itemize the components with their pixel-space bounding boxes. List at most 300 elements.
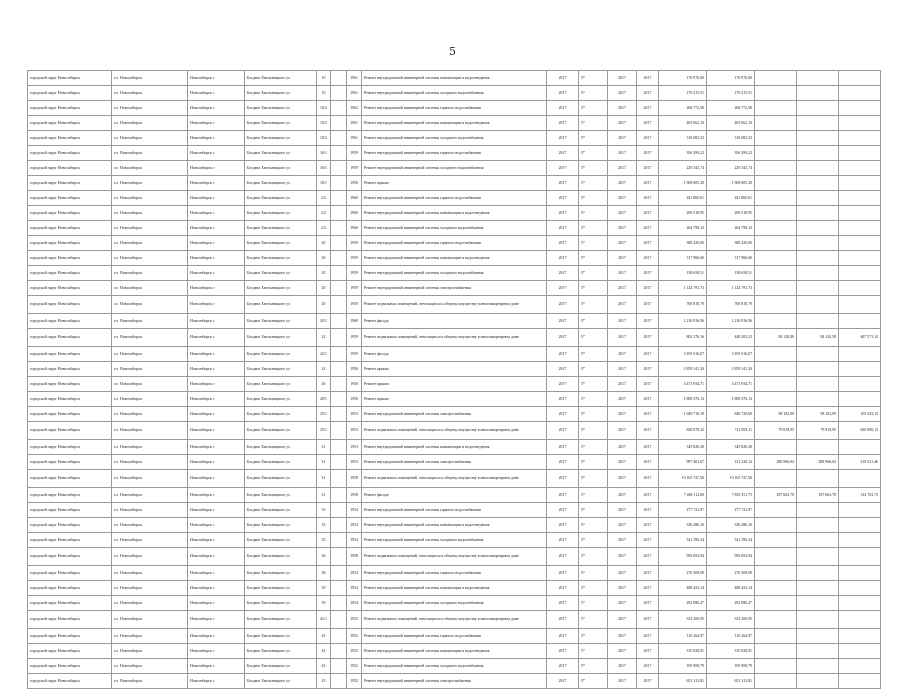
- table-cell: Богдана Хмельницкого ул: [245, 455, 317, 470]
- table-row: [28, 146, 881, 161]
- table-cell: Ремонт подвальных помещений, относящихся к общему имуществу в многоквартирном доме: [362, 296, 547, 314]
- table-cell: 1 124 791,73: [707, 281, 755, 296]
- table-cell: 997 401,67: [659, 455, 707, 470]
- table-cell: [797, 71, 839, 86]
- table-row: [28, 347, 881, 362]
- table-cell: [331, 533, 347, 548]
- table-cell: 356 399,22: [659, 146, 707, 161]
- capital-repair-table: [27, 70, 881, 689]
- table-cell: 18/1: [317, 176, 331, 191]
- table-cell: городской округ Новосибирск: [28, 191, 112, 206]
- table-cell: 1961: [347, 71, 362, 86]
- table-cell: [331, 251, 347, 266]
- table-cell: [839, 236, 881, 251]
- table-cell: Ремонт внутридомовой инженерной системы холодного водоснабжения: [362, 86, 547, 101]
- table-cell: [755, 611, 797, 629]
- table-cell: городской округ Новосибирск: [28, 659, 112, 674]
- table-cell: [331, 116, 347, 131]
- table-row: [28, 440, 881, 455]
- table-cell: [797, 548, 839, 566]
- table-cell: 43: [317, 674, 331, 689]
- table-row: [28, 206, 881, 221]
- table-cell: 336 286,16: [659, 518, 707, 533]
- table-cell: [797, 533, 839, 548]
- table-cell: Ремонт крыши: [362, 392, 547, 407]
- table-cell: 2017: [637, 362, 659, 377]
- table-cell: Новосибирск г: [188, 548, 245, 566]
- table-cell: Новосибирск г: [188, 221, 245, 236]
- table-cell: 2017: [608, 581, 637, 596]
- table-cell: 959 693,94: [659, 548, 707, 566]
- table-cell: городской округ Новосибирск: [28, 314, 112, 329]
- table-cell: 187 663,78: [755, 488, 797, 503]
- table-cell: 310 828,91: [659, 644, 707, 659]
- table-cell: [331, 659, 347, 674]
- table-cell: 2017: [547, 362, 579, 377]
- table-cell: [755, 644, 797, 659]
- table-cell: 2017: [637, 377, 659, 392]
- table-cell: городской округ Новосибирск: [28, 221, 112, 236]
- table-cell: Новосибирск г: [188, 281, 245, 296]
- table-cell: 5*: [579, 101, 608, 116]
- table-cell: 31: [317, 440, 331, 455]
- table-cell: 5*: [579, 377, 608, 392]
- table-cell: [331, 161, 347, 176]
- table-cell: Богдана Хмельницкого ул: [245, 548, 317, 566]
- table-cell: Ремонт внутридомовой инженерной системы холодного водоснабжения: [362, 659, 547, 674]
- table-cell: [755, 503, 797, 518]
- table-cell: [331, 314, 347, 329]
- table-cell: [839, 146, 881, 161]
- table-cell: [797, 251, 839, 266]
- table-cell: 959 693,94: [707, 548, 755, 566]
- table-cell: 2 859 141,20: [707, 362, 755, 377]
- table-cell: Ремонт подвальных помещений, относящихся к общему имуществу в многоквартирном доме: [362, 611, 547, 629]
- table-cell: 176 976,00: [707, 71, 755, 86]
- table-cell: 20: [317, 281, 331, 296]
- table-cell: [797, 221, 839, 236]
- table-cell: 2017: [608, 191, 637, 206]
- table-cell: 2017: [637, 455, 659, 470]
- table-cell: Богдана Хмельницкого ул: [245, 86, 317, 101]
- table-cell: Богдана Хмельницкого ул: [245, 644, 317, 659]
- table-cell: [797, 146, 839, 161]
- table-cell: [839, 131, 881, 146]
- table-row: [28, 161, 881, 176]
- table-cell: 5*: [579, 503, 608, 518]
- table-cell: Ремонт внутридомовой инженерной системы горячего водоснабжения: [362, 191, 547, 206]
- table-cell: 116 264,97: [707, 629, 755, 644]
- table-row: [28, 407, 881, 422]
- table-cell: 2017: [608, 329, 637, 347]
- table-cell: 5*: [579, 161, 608, 176]
- table-cell: 98 102,99: [755, 407, 797, 422]
- table-cell: 349 828,38: [707, 440, 755, 455]
- table-cell: 2017: [608, 146, 637, 161]
- table-cell: 31: [317, 455, 331, 470]
- table-cell: Новосибирск г: [188, 146, 245, 161]
- table-cell: 288 966,04: [797, 455, 839, 470]
- table-cell: Новосибирск г: [188, 533, 245, 548]
- table-cell: 336 286,16: [707, 518, 755, 533]
- table-cell: г.о. Новосибирск: [112, 296, 188, 314]
- table-cell: 2017: [637, 488, 659, 503]
- table-cell: 269 518,95: [707, 206, 755, 221]
- table-cell: 1 216 916,96: [707, 314, 755, 329]
- table-cell: [839, 377, 881, 392]
- table-cell: 848 720,69: [707, 407, 755, 422]
- table-cell: городской округ Новосибирск: [28, 629, 112, 644]
- table-cell: [755, 296, 797, 314]
- table-cell: 5*: [579, 407, 608, 422]
- table-row: [28, 470, 881, 488]
- table-cell: Богдана Хмельницкого ул: [245, 116, 317, 131]
- table-cell: 1954: [347, 566, 362, 581]
- table-cell: [755, 392, 797, 407]
- table-cell: 2 859 141,20: [659, 362, 707, 377]
- table-cell: 2017: [547, 581, 579, 596]
- table-cell: городской округ Новосибирск: [28, 86, 112, 101]
- table-cell: Ремонт внутридомовой инженерной системы холодного водоснабжения: [362, 161, 547, 176]
- table-cell: [755, 266, 797, 281]
- table-cell: 1958: [347, 548, 362, 566]
- table-cell: [755, 629, 797, 644]
- table-cell: 2017: [547, 236, 579, 251]
- table-cell: [839, 596, 881, 611]
- table-row: [28, 611, 881, 629]
- table-row: [28, 629, 881, 644]
- table-cell: [331, 377, 347, 392]
- table-cell: 2/2: [317, 206, 331, 221]
- table-cell: [839, 251, 881, 266]
- table-cell: 1952: [347, 659, 362, 674]
- table-cell: 317 966,60: [659, 251, 707, 266]
- table-cell: Новосибирск г: [188, 659, 245, 674]
- table-cell: [839, 548, 881, 566]
- table-cell: [755, 548, 797, 566]
- table-cell: 2017: [637, 407, 659, 422]
- table-cell: г.о. Новосибирск: [112, 518, 188, 533]
- table-cell: [839, 362, 881, 377]
- table-cell: городской округ Новосибирск: [28, 470, 112, 488]
- table-cell: 2017: [637, 236, 659, 251]
- table-cell: городской округ Новосибирск: [28, 377, 112, 392]
- table-cell: городской округ Новосибирск: [28, 392, 112, 407]
- table-cell: [331, 221, 347, 236]
- table-cell: городской округ Новосибирск: [28, 116, 112, 131]
- table-cell: 1956: [347, 392, 362, 407]
- table-cell: 276 369,09: [659, 566, 707, 581]
- table-cell: 170 215,51: [659, 86, 707, 101]
- table-cell: 1953: [347, 422, 362, 440]
- table-cell: Новосибирск г: [188, 362, 245, 377]
- table-cell: 10 165 747,56: [659, 470, 707, 488]
- table-cell: [331, 347, 347, 362]
- table-cell: 2017: [547, 644, 579, 659]
- table-cell: 79 818,95: [797, 422, 839, 440]
- table-cell: г.о. Новосибирск: [112, 455, 188, 470]
- table-cell: 2017: [547, 251, 579, 266]
- table-cell: [331, 611, 347, 629]
- table-cell: 5*: [579, 116, 608, 131]
- table-cell: Новосибирск г: [188, 455, 245, 470]
- table-cell: 26: [317, 377, 331, 392]
- table-cell: г.о. Новосибирск: [112, 533, 188, 548]
- table-cell: Богдана Хмельницкого ул: [245, 281, 317, 296]
- table-cell: 2017: [637, 392, 659, 407]
- table-cell: 2017: [608, 470, 637, 488]
- table-cell: [755, 146, 797, 161]
- table-cell: [797, 470, 839, 488]
- table-cell: 5*: [579, 221, 608, 236]
- table-cell: 28/1: [317, 392, 331, 407]
- table-cell: 36: [317, 548, 331, 566]
- table-cell: г.о. Новосибирск: [112, 488, 188, 503]
- table-cell: 2017: [547, 146, 579, 161]
- table-cell: г.о. Новосибирск: [112, 548, 188, 566]
- table-cell: Новосибирск г: [188, 176, 245, 191]
- table-cell: г.о. Новосибирск: [112, 659, 188, 674]
- table-cell: городской округ Новосибирск: [28, 71, 112, 86]
- table-cell: 2017: [547, 347, 579, 362]
- table-cell: 488 453,14: [659, 581, 707, 596]
- table-cell: [755, 161, 797, 176]
- table-cell: г.о. Новосибирск: [112, 251, 188, 266]
- table-cell: 264 798,13: [659, 221, 707, 236]
- table-cell: 388 420,00: [659, 236, 707, 251]
- table-cell: [839, 629, 881, 644]
- table-cell: 43: [317, 659, 331, 674]
- table-cell: 1959: [347, 236, 362, 251]
- table-cell: Ремонт внутридомовой инженерной системы холодного водоснабжения: [362, 596, 547, 611]
- table-cell: 24: [317, 362, 331, 377]
- table-cell: г.о. Новосибирск: [112, 71, 188, 86]
- table-cell: Богдана Хмельницкого ул: [245, 533, 317, 548]
- table-cell: 766 818,79: [659, 296, 707, 314]
- table-cell: [839, 101, 881, 116]
- table-cell: г.о. Новосибирск: [112, 266, 188, 281]
- table-cell: [755, 176, 797, 191]
- table-cell: 310 828,91: [707, 644, 755, 659]
- table-cell: [755, 101, 797, 116]
- table-cell: 2017: [637, 581, 659, 596]
- table-cell: г.о. Новосибирск: [112, 347, 188, 362]
- table-cell: г.о. Новосибирск: [112, 377, 188, 392]
- table-cell: городской округ Новосибирск: [28, 347, 112, 362]
- table-cell: Ремонт внутридомовой инженерной системы горячего водоснабжения: [362, 566, 547, 581]
- table-cell: [331, 470, 347, 488]
- table-cell: Богдана Хмельницкого ул: [245, 101, 317, 116]
- table-cell: [755, 470, 797, 488]
- table-cell: 1961: [347, 86, 362, 101]
- table-cell: 2017: [637, 146, 659, 161]
- table-cell: [797, 518, 839, 533]
- table-row: [28, 533, 881, 548]
- table-cell: [331, 206, 347, 221]
- table-cell: городской округ Новосибирск: [28, 161, 112, 176]
- table-cell: Богдана Хмельницкого ул: [245, 266, 317, 281]
- table-cell: 2017: [608, 251, 637, 266]
- table-cell: Новосибирск г: [188, 392, 245, 407]
- table-cell: [331, 644, 347, 659]
- table-row: [28, 548, 881, 566]
- table-cell: 533 206,95: [659, 611, 707, 629]
- table-cell: [839, 281, 881, 296]
- table-cell: [755, 659, 797, 674]
- table-cell: 1960: [347, 314, 362, 329]
- table-cell: Ремонт внутридомовой инженерной системы канализации и водоотведения: [362, 581, 547, 596]
- table-cell: 7 839 351,75: [707, 488, 755, 503]
- table-cell: Ремонт внутридомовой инженерной системы канализации и водоотведения: [362, 440, 547, 455]
- table-cell: Богдана Хмельницкого ул: [245, 71, 317, 86]
- table-cell: 2017: [547, 377, 579, 392]
- table-cell: [331, 296, 347, 314]
- table-cell: Ремонт внутридомовой инженерной системы горячего водоснабжения: [362, 101, 547, 116]
- table-cell: 2017: [547, 455, 579, 470]
- table-row: [28, 422, 881, 440]
- table-cell: 2017: [608, 176, 637, 191]
- table-cell: 2017: [547, 131, 579, 146]
- table-cell: [797, 191, 839, 206]
- table-cell: 5*: [579, 206, 608, 221]
- table-cell: 5*: [579, 440, 608, 455]
- table-row: [28, 236, 881, 251]
- table-cell: 5*: [579, 347, 608, 362]
- table-cell: 2017: [608, 314, 637, 329]
- table-cell: 2017: [637, 329, 659, 347]
- table-cell: 2017: [547, 548, 579, 566]
- table-cell: 2017: [637, 503, 659, 518]
- table-cell: 2017: [608, 86, 637, 101]
- table-cell: 38: [317, 566, 331, 581]
- table-cell: Ремонт подвальных помещений, относящихся к общему имуществу в многоквартирном доме: [362, 548, 547, 566]
- table-cell: городской округ Новосибирск: [28, 422, 112, 440]
- table-cell: 2017: [608, 221, 637, 236]
- table-cell: 2017: [547, 629, 579, 644]
- table-cell: 1 808 376,13: [707, 392, 755, 407]
- table-cell: [331, 266, 347, 281]
- table-cell: 607 573,14: [839, 329, 881, 347]
- table-cell: 388 420,00: [707, 236, 755, 251]
- table-cell: городской округ Новосибирск: [28, 176, 112, 191]
- table-cell: 2017: [547, 221, 579, 236]
- table-cell: 3 473 934,71: [707, 377, 755, 392]
- table-cell: 5*: [579, 266, 608, 281]
- table-cell: [797, 581, 839, 596]
- table-cell: 2017: [608, 131, 637, 146]
- table-cell: 2017: [608, 566, 637, 581]
- table-cell: 2017: [637, 659, 659, 674]
- table-cell: Ремонт внутридомовой инженерной системы холодного водоснабжения: [362, 533, 547, 548]
- table-cell: Богдана Хмельницкого ул: [245, 377, 317, 392]
- table-cell: 2017: [608, 596, 637, 611]
- table-cell: [797, 281, 839, 296]
- table-cell: [755, 131, 797, 146]
- table-cell: 2017: [637, 596, 659, 611]
- table-cell: Богдана Хмельницкого ул: [245, 566, 317, 581]
- table-cell: 5*: [579, 236, 608, 251]
- table-cell: 403 862,10: [707, 116, 755, 131]
- table-cell: [797, 296, 839, 314]
- table-cell: городской округ Новосибирск: [28, 566, 112, 581]
- table-cell: [797, 566, 839, 581]
- table-cell: 488 453,14: [707, 581, 755, 596]
- table-cell: Богдана Хмельницкого ул: [245, 470, 317, 488]
- table-cell: [839, 566, 881, 581]
- table-cell: [797, 236, 839, 251]
- table-cell: [797, 101, 839, 116]
- table-row: [28, 176, 881, 191]
- table-cell: 33: [317, 518, 331, 533]
- table-cell: Ремонт подвальных помещений, относящихся к общему имуществу в многоквартирном доме: [362, 470, 547, 488]
- table-cell: городской округ Новосибирск: [28, 362, 112, 377]
- table-cell: 2017: [608, 503, 637, 518]
- table-cell: г.о. Новосибирск: [112, 596, 188, 611]
- table-cell: 2017: [547, 191, 579, 206]
- table-cell: 79 818,95: [755, 422, 797, 440]
- table-cell: 5*: [579, 191, 608, 206]
- table-cell: 2017: [547, 329, 579, 347]
- table-cell: 2017: [547, 470, 579, 488]
- table-cell: 22/1: [317, 347, 331, 362]
- table-cell: городской округ Новосибирск: [28, 518, 112, 533]
- table-cell: 5*: [579, 86, 608, 101]
- table-cell: городской округ Новосибирск: [28, 548, 112, 566]
- table-cell: [839, 86, 881, 101]
- table-cell: 2017: [547, 71, 579, 86]
- table-cell: Богдана Хмельницкого ул: [245, 236, 317, 251]
- table-cell: [839, 533, 881, 548]
- table-cell: Ремонт внутридомовой инженерной системы электроснабжения: [362, 455, 547, 470]
- table-cell: 1960: [347, 206, 362, 221]
- table-cell: 2017: [608, 674, 637, 689]
- table-cell: [755, 86, 797, 101]
- table-cell: [839, 470, 881, 488]
- table-cell: [331, 236, 347, 251]
- table-cell: 2017: [608, 347, 637, 362]
- table-cell: 1 124 791,73: [659, 281, 707, 296]
- table-cell: г.о. Новосибирск: [112, 470, 188, 488]
- table-cell: [331, 488, 347, 503]
- table-cell: 5*: [579, 422, 608, 440]
- table-cell: 5*: [579, 392, 608, 407]
- table-cell: 1958: [347, 488, 362, 503]
- table-cell: 5*: [579, 176, 608, 191]
- table-cell: [755, 533, 797, 548]
- table-cell: 16/1: [317, 161, 331, 176]
- table-cell: [797, 176, 839, 191]
- table-cell: Богдана Хмельницкого ул: [245, 362, 317, 377]
- table-cell: городской округ Новосибирск: [28, 281, 112, 296]
- table-cell: 3 195 016,07: [659, 347, 707, 362]
- table-cell: [797, 206, 839, 221]
- table-cell: г.о. Новосибирск: [112, 101, 188, 116]
- table-cell: 2017: [547, 407, 579, 422]
- table-cell: 2017: [637, 206, 659, 221]
- table-cell: [755, 377, 797, 392]
- table-cell: Новосибирск г: [188, 206, 245, 221]
- table-cell: [839, 266, 881, 281]
- table-cell: [797, 644, 839, 659]
- table-cell: [331, 503, 347, 518]
- table-cell: [797, 596, 839, 611]
- table-cell: 2017: [608, 407, 637, 422]
- table-cell: 2017: [637, 221, 659, 236]
- table-cell: 5*: [579, 329, 608, 347]
- table-cell: г.о. Новосибирск: [112, 146, 188, 161]
- table-cell: Ремонт внутридомовой инженерной системы канализации и водоотведения: [362, 518, 547, 533]
- table-cell: [755, 596, 797, 611]
